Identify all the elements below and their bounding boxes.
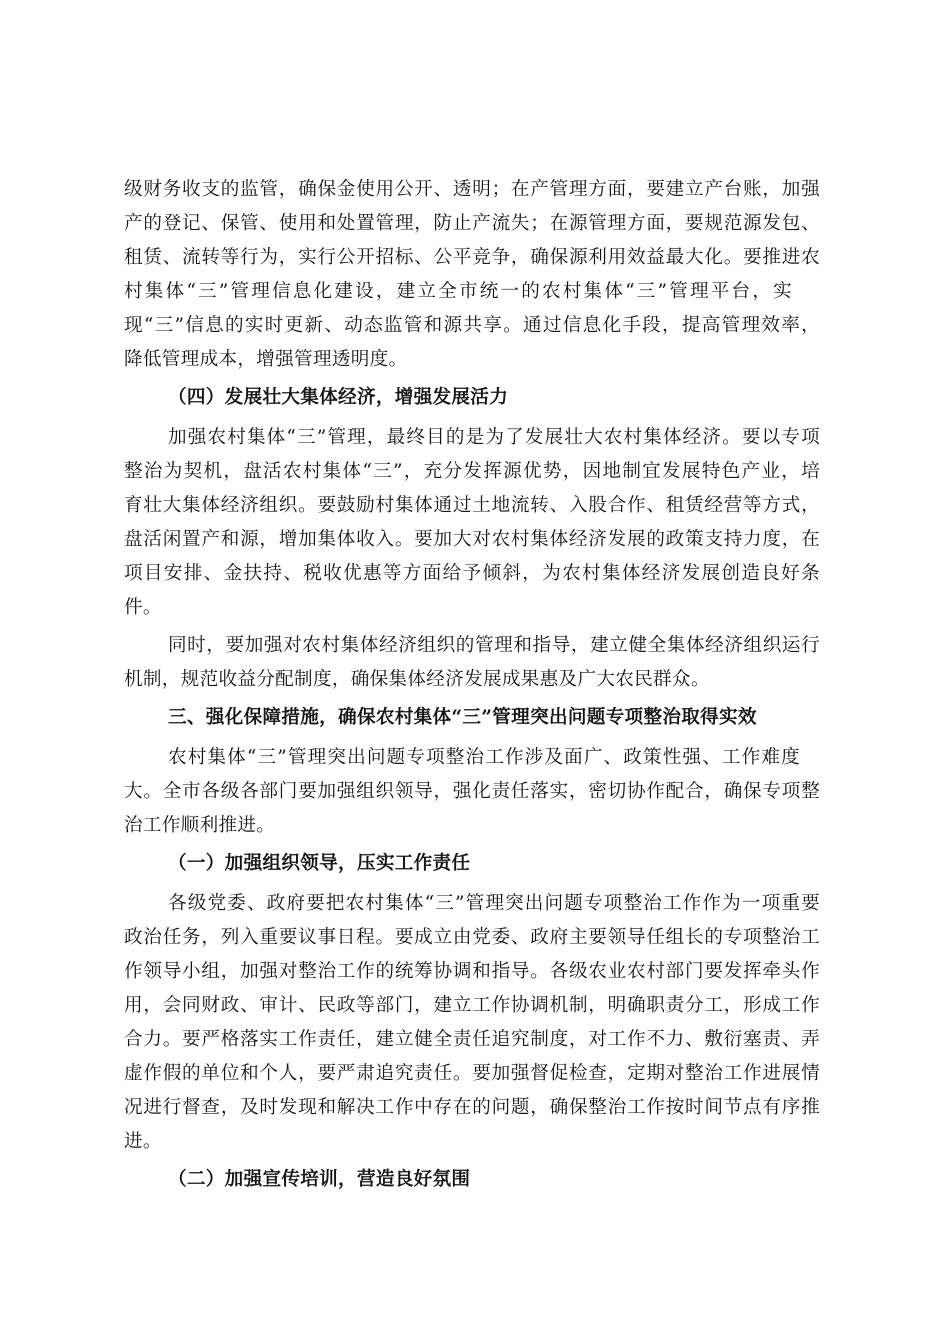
paragraph-line: 盘活闲置产和源，增加集体收入。要加大对农村集体经济发展的政策支持力度，在 bbox=[124, 529, 820, 550]
paragraph-line: 级财务收支的监管，确保金使用公开、透明；在产管理方面，要建立产台账，加强 bbox=[124, 179, 820, 200]
paragraph-line: 降低管理成本，增强管理透明度。 bbox=[124, 349, 408, 370]
paragraph-line: 育壮大集体经济组织。要鼓励村集体通过土地流转、入股合作、租赁经营等方式， bbox=[124, 495, 820, 516]
paragraph-line: 加强农村集体“三”管理，最终目的是为了发展壮大农村集体经济。要以专项 bbox=[168, 427, 820, 448]
section-heading: （四）发展壮大集体经济，增强发展活力 bbox=[168, 387, 509, 408]
paragraph-line: 虚作假的单位和个人，要严肃追究责任。要加强督促检查，定期对整治工作进展情 bbox=[124, 1063, 820, 1084]
paragraph-line: 况进行督查，及时发现和解决工作中存在的问题，确保整治工作按时间节点有序推 bbox=[124, 1097, 820, 1118]
paragraph-line: 各级党委、政府要把农村集体“三”管理突出问题专项整治工作作为一项重要 bbox=[168, 893, 820, 914]
paragraph-line: 机制，规范收益分配制度，确保集体经济发展成果惠及广大农民群众。 bbox=[124, 669, 710, 690]
paragraph-line: 用，会同财政、审计、民政等部门，建立工作协调机制，明确职责分工，形成工作 bbox=[124, 995, 820, 1016]
paragraph-line: 作领导小组，加强对整治工作的统筹协调和指导。各级农业农村部门要发挥牵头作 bbox=[124, 961, 820, 982]
paragraph-line: 治工作顺利推进。 bbox=[124, 815, 276, 836]
paragraph-line: 农村集体“三”管理突出问题专项整治工作涉及面广、政策性强、工作难度 bbox=[168, 747, 800, 768]
paragraph-line: 整治为契机，盘活农村集体“三”，充分发挥源优势，因地制宜发展特色产业，培 bbox=[124, 461, 820, 482]
paragraph-line: 租赁、流转等行为，实行公开招标、公平竞争，确保源利用效益最大化。要推进农 bbox=[124, 247, 820, 268]
paragraph-line: 大。全市各级各部门要加强组织领导，强化责任落实，密切协作配合，确保专项整 bbox=[124, 781, 820, 802]
paragraph-line: 合力。要严格落实工作责任，建立健全责任追究制度，对工作不力、敷衍塞责、弄 bbox=[124, 1029, 820, 1050]
paragraph-line: 村集体“三”管理信息化建设，建立全市统一的农村集体“三”管理平台，实 bbox=[124, 281, 792, 302]
paragraph-line: 政治任务，列入重要议事日程。要成立由党委、政府主要领导任组长的专项整治工 bbox=[124, 927, 820, 948]
section-heading: （一）加强组织领导，压实工作责任 bbox=[168, 853, 471, 874]
paragraph-line: 现“三”信息的实时更新、动态监管和源共享。通过信息化手段，提高管理效率， bbox=[124, 315, 820, 336]
paragraph-line: 项目安排、金扶持、税收优惠等方面给予倾斜，为农村集体经济发展创造良好条 bbox=[124, 563, 820, 584]
paragraph-line: 产的登记、保管、使用和处置管理，防止产流失；在源管理方面，要规范源发包、 bbox=[124, 213, 820, 234]
paragraph-line: 件。 bbox=[124, 597, 162, 618]
paragraph-line: 同时，要加强对农村集体经济组织的管理和指导，建立健全集体经济组织运行 bbox=[168, 635, 820, 656]
chapter-heading: 三、强化保障措施，确保农村集体“三”管理突出问题专项整治取得实效 bbox=[168, 707, 757, 728]
paragraph-line: 进。 bbox=[124, 1131, 162, 1152]
section-heading: （二）加强宣传培训，营造良好氛围 bbox=[168, 1169, 471, 1190]
